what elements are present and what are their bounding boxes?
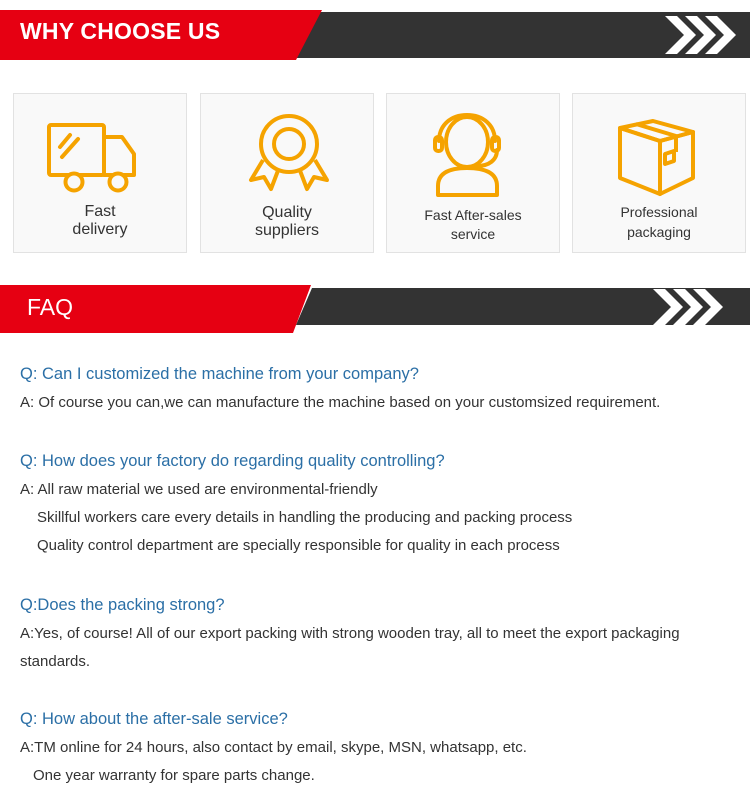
feature-card-quality-suppliers [200, 93, 374, 253]
feature-label: Fast After-sales service [424, 207, 522, 242]
feature-card-after-sales [386, 93, 560, 253]
faq-answer: A:TM online for 24 hours, also contact by email, skype, MSN, whatsapp, etc. [20, 739, 527, 756]
feature-label: Professional packaging [620, 204, 698, 240]
faq-banner [0, 285, 750, 333]
faq-answer: Skillful workers care every details in handling the producing and packing process [37, 509, 573, 526]
faq-answer: A:Yes, of course! All of our export packing with strong wooden tray, all to meet the export packaging standards. [20, 625, 680, 670]
section-title: FAQ [27, 294, 74, 320]
feature-card-packaging [572, 93, 746, 253]
faq-question: Q:Does the packing strong? [20, 596, 225, 614]
banner-background [0, 285, 750, 333]
faq-answer: One year warranty for spare parts change. [33, 767, 315, 784]
why-choose-us-banner [0, 10, 750, 60]
faq-item [20, 451, 740, 560]
feature-label: Quality suppliers [254, 204, 320, 239]
feature-label: Fast delivery [72, 203, 128, 238]
faq-answer: A: Of course you can,we can manufacture the machine based on your customsized requirement. [20, 394, 661, 411]
faq-question: Q: How does your factory do regarding quality controlling? [20, 452, 445, 470]
faq-item [20, 595, 740, 676]
section-title: WHY CHOOSE US [20, 18, 221, 44]
faq-answer: Quality control department are specially responsible for quality in each process [37, 537, 560, 554]
faq-question: Q: Can I customized the machine from your company? [20, 365, 419, 383]
feature-card-fast-delivery [13, 93, 187, 253]
faq-answer: A: All raw material we used are environmental-friendly [20, 481, 378, 498]
faq-item [20, 709, 740, 790]
faq-item [20, 364, 740, 417]
faq-question: Q: How about the after-sale service? [20, 710, 288, 728]
